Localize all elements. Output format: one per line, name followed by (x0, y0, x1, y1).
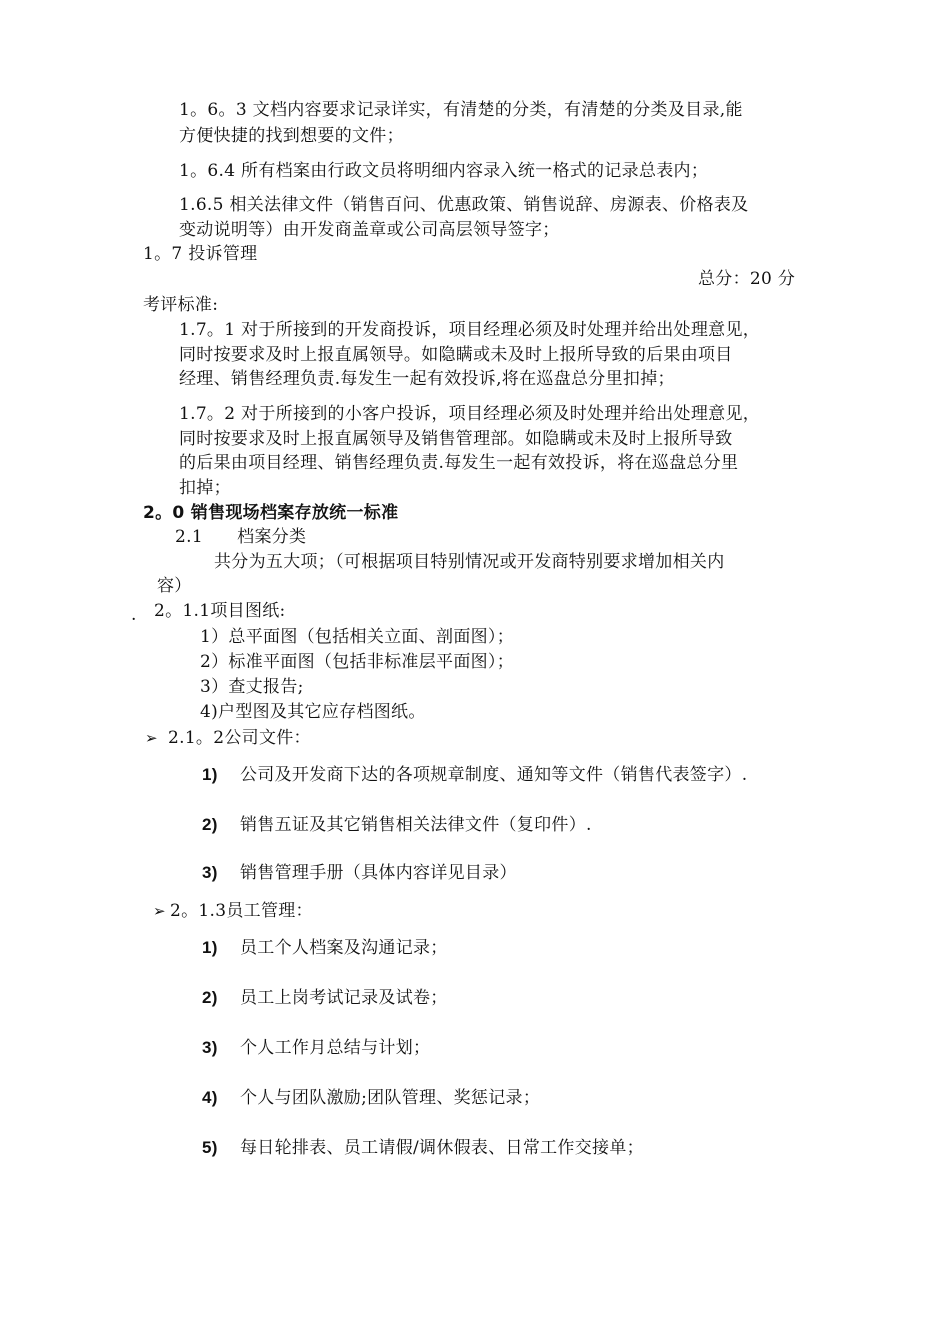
staff-item-1 (202, 937, 448, 959)
para-1-7-1-line1: 1.7。1 对于所接到的开发商投诉，项目经理必须及时处理并给出处理意见， (179, 320, 761, 340)
para-1-7-1-line3: 经理、销售经理负责.每发生一起有效投诉,将在巡盘总分里扣掉； (179, 369, 675, 389)
item-text: 公司及开发商下达的各项规章制度、通知等文件（销售代表签字）. (240, 765, 748, 785)
drawing-item-2: 2）标准平面图（包括非标准层平面图）； (200, 652, 515, 672)
item-text: 员工个人档案及沟通记录； (240, 938, 448, 958)
item-number: 2) (202, 988, 218, 1007)
section-2-1-heading: 2.1 档案分类 (175, 527, 307, 547)
item-text: 销售五证及其它销售相关法律文件（复印件）. (240, 815, 592, 835)
para-1-7-2-line1: 1.7。2 对于所接到的小客户投诉，项目经理必须及时处理并给出处理意见， (179, 404, 761, 424)
drawing-item-4: 4)户型图及其它应存档图纸。 (200, 702, 426, 722)
para-1-6-3-line2: 方便快捷的找到想要的文件； (179, 126, 404, 146)
company-doc-item-2 (202, 814, 592, 836)
staff-item-2 (202, 987, 448, 1009)
item-number: 1) (202, 765, 218, 784)
item-number: 1) (202, 938, 218, 957)
bullet-dot: . (131, 605, 137, 625)
item-number: 3) (202, 1038, 218, 1057)
section-2-1-3-heading: 2。1.3员工管理： (170, 901, 313, 921)
para-1-6-5-line2: 变动说明等）由开发商盖章或公司高层领导签字； (179, 220, 560, 240)
para-1-7-2-line2: 同时按要求及时上报直属领导及销售管理部。如隐瞒或未及时上报所导致 (179, 429, 733, 449)
item-text: 每日轮排表、员工请假/调休假表、日常工作交接单； (240, 1138, 644, 1158)
section-1-7-heading: 1。7 投诉管理 (143, 244, 258, 264)
section-2-0-heading: 2。0 销售现场档案存放统一标准 (143, 503, 399, 523)
company-doc-item-3 (202, 862, 517, 884)
para-1-7-2-line4: 扣掉； (179, 478, 231, 498)
item-number: 5) (202, 1138, 218, 1157)
para-1-7-2-line3: 的后果由项目经理、销售经理负责.每发生一起有效投诉，将在巡盘总分里 (179, 453, 739, 473)
total-score: 总分：20 分 (698, 269, 796, 289)
para-1-7-1-line2: 同时按要求及时上报直属领导。如隐瞒或未及时上报所导致的后果由项目 (179, 345, 733, 365)
section-2-1-1-heading: 2。1.1项目图纸: (154, 601, 286, 621)
drawing-item-1: 1）总平面图（包括相关立面、剖面图）； (200, 627, 515, 647)
staff-item-3 (202, 1037, 430, 1059)
arrow-bullet-icon: ➢ (145, 729, 158, 747)
item-text: 员工上岗考试记录及试卷； (240, 988, 448, 1008)
para-1-6-3-line1: 1。6。3 文档内容要求记录详实，有清楚的分类，有清楚的分类及目录,能 (179, 100, 743, 120)
section-2-1-desc-line1: 共分为五大项；（可根据项目特别情况或开发商特别要求增加相关内 (214, 552, 725, 572)
item-text: 个人与团队激励;团队管理、奖惩记录； (240, 1088, 541, 1108)
para-1-6-5-line1: 1.6.5 相关法律文件（销售百问、优惠政策、销售说辞、房源表、价格表及 (179, 195, 749, 215)
item-number: 3) (202, 863, 218, 882)
company-doc-item-1 (202, 764, 747, 786)
criteria-label: 考评标准: (143, 295, 219, 315)
item-text: 销售管理手册（具体内容详见目录） (240, 863, 517, 883)
section-2-1-desc-line2: 容） (157, 576, 192, 596)
arrow-bullet-icon: ➢ (153, 902, 166, 920)
item-number: 4) (202, 1088, 218, 1107)
item-number: 2) (202, 815, 218, 834)
para-1-6-4: 1。6.4 所有档案由行政文员将明细内容录入统一格式的记录总表内； (179, 161, 709, 181)
item-text: 个人工作月总结与计划； (240, 1038, 431, 1058)
staff-item-4 (202, 1087, 540, 1109)
staff-item-5 (202, 1137, 644, 1159)
section-2-1-2-heading: 2.1。2公司文件： (168, 728, 311, 748)
drawing-item-3: 3）查丈报告; (200, 677, 304, 697)
